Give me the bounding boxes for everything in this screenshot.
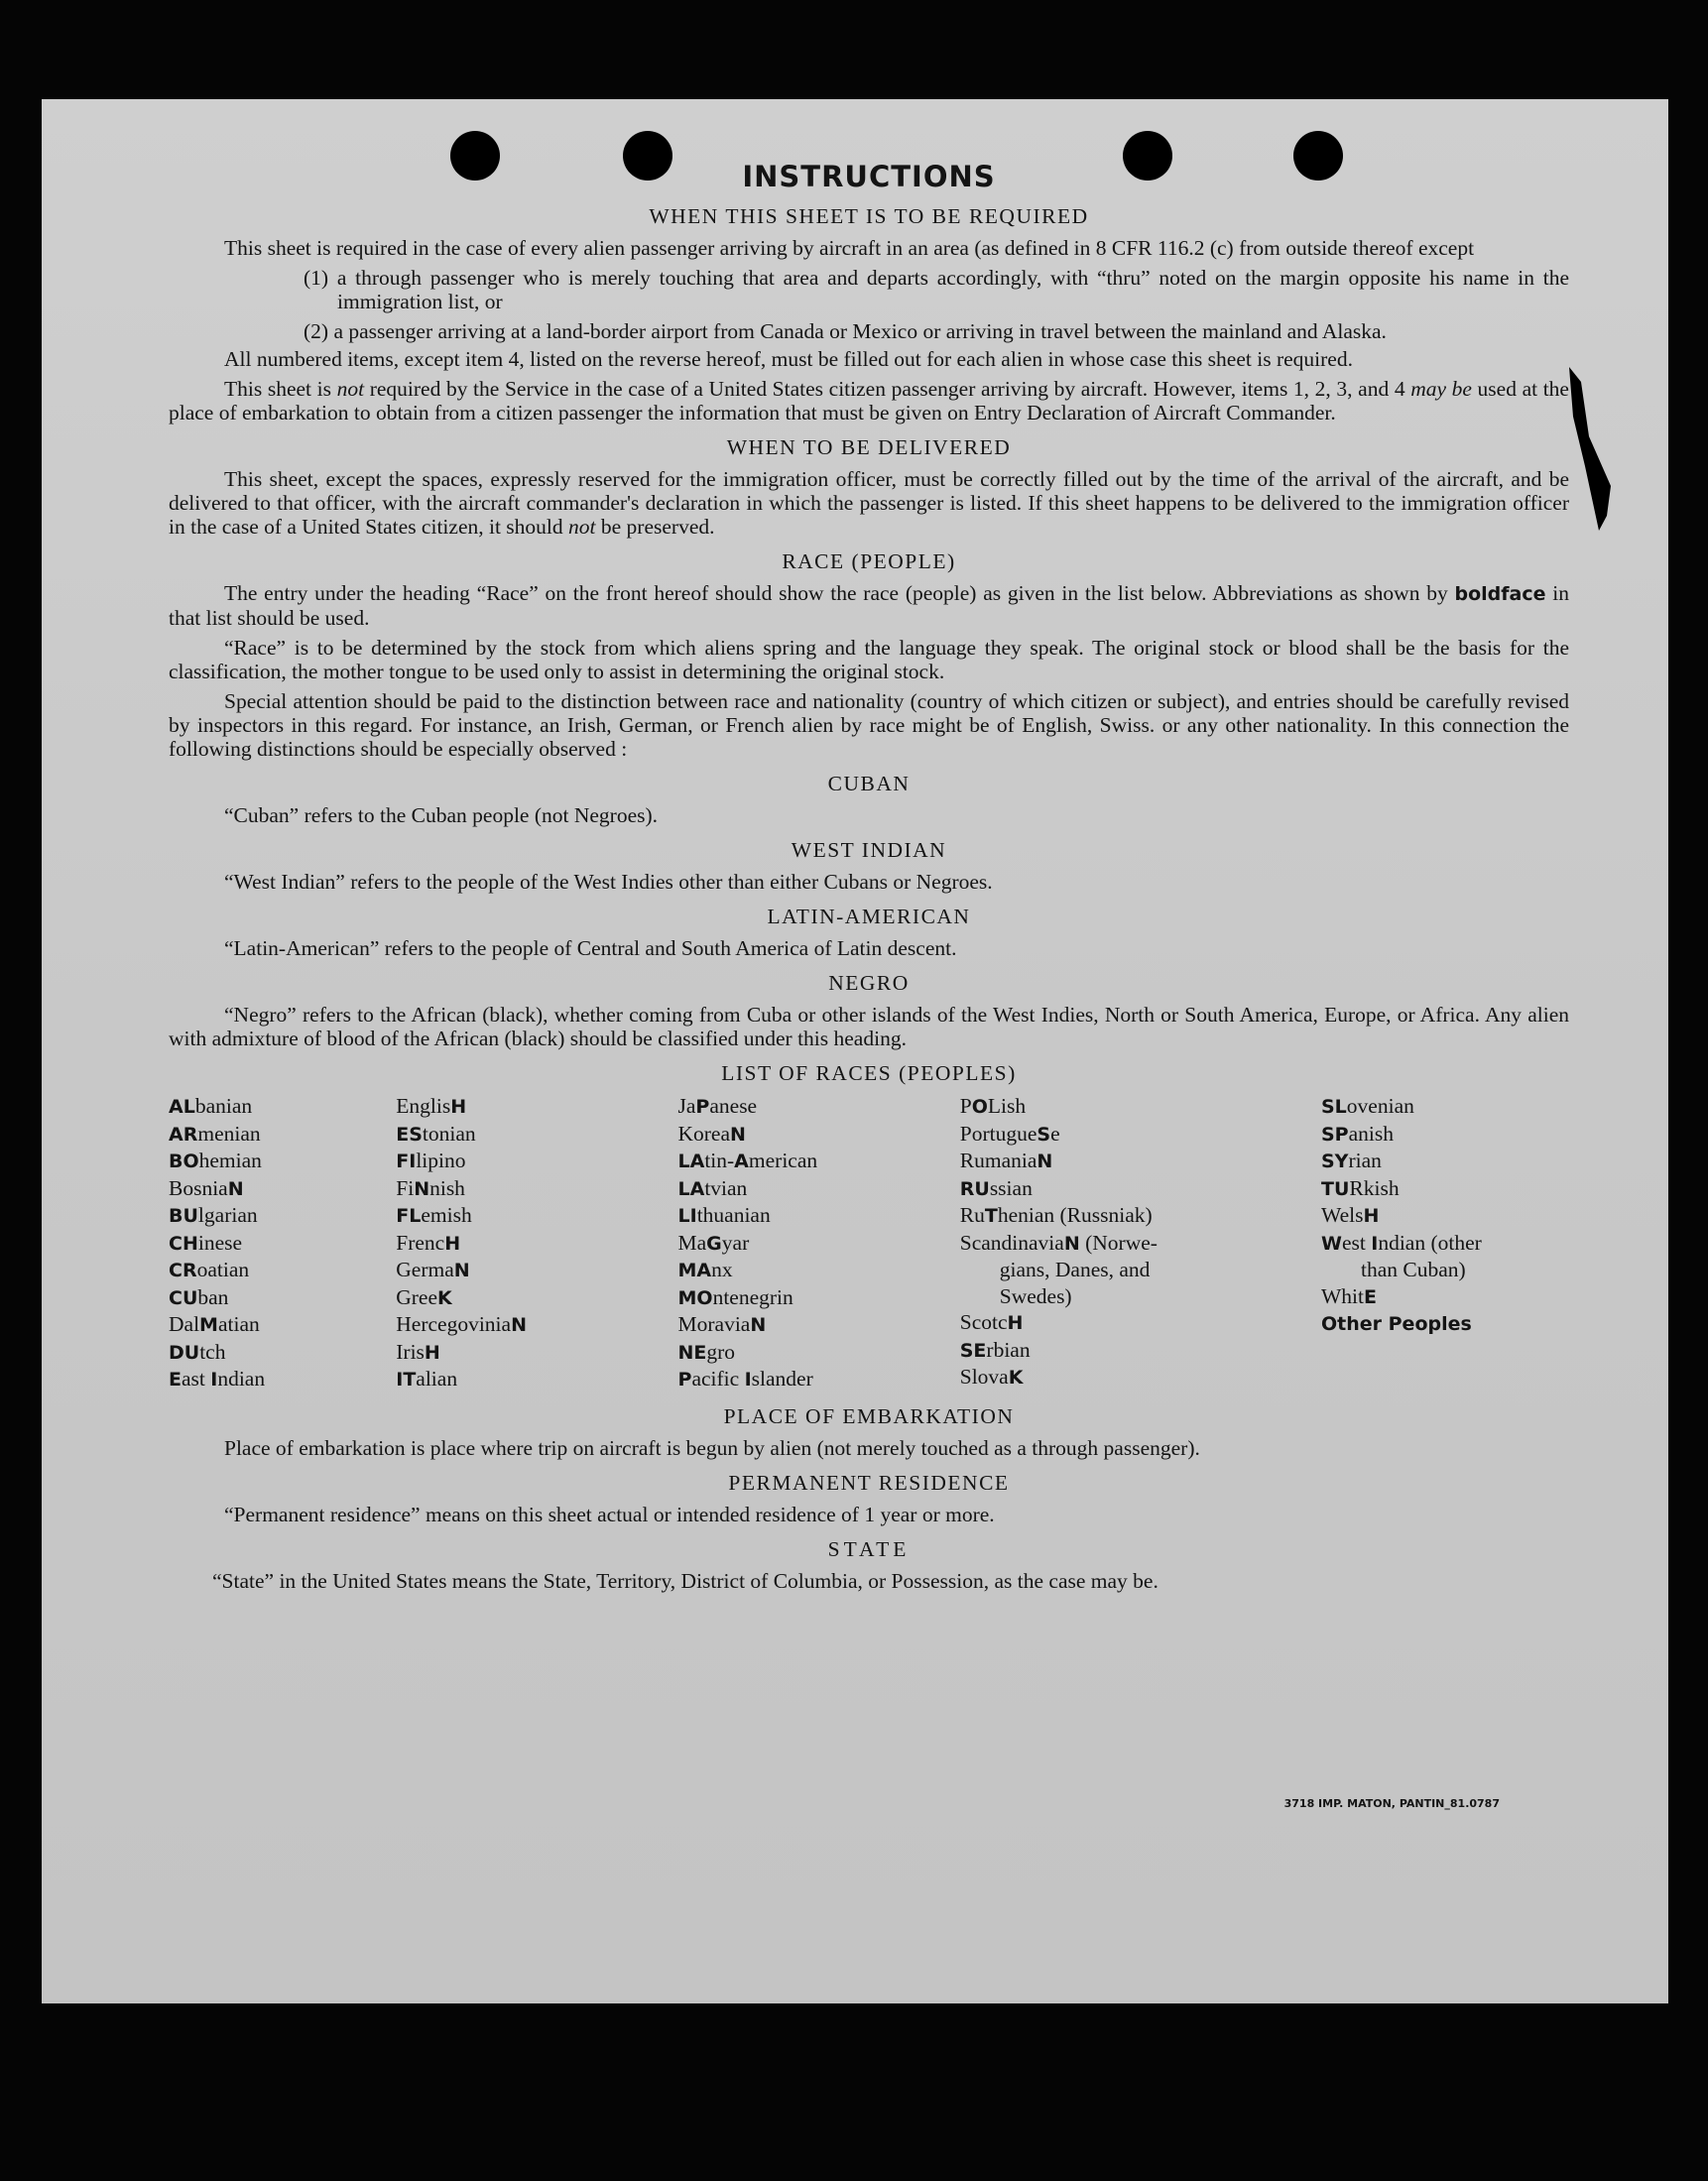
race-entry: [1321, 1121, 1569, 1149]
race-abbreviation: SP: [1321, 1123, 1349, 1146]
race-text: Germa: [396, 1258, 454, 1281]
race-entry: [396, 1230, 669, 1258]
race-abbreviation: I: [744, 1369, 752, 1391]
race-abbreviation: E: [1364, 1285, 1377, 1308]
race-entry: [678, 1121, 951, 1149]
definition: “State” in the United States means the State, Territory, District of Columbia, or Possession, as the case may be.: [212, 1568, 1159, 1593]
race-text: nish: [429, 1175, 465, 1200]
race-abbreviation: N: [730, 1123, 746, 1146]
race-text: rian: [1348, 1149, 1382, 1172]
race-entry: [678, 1311, 951, 1339]
race-entry: [678, 1175, 951, 1203]
race-entry: [396, 1366, 669, 1393]
race-text: P: [959, 1094, 972, 1118]
race-text: lgarian: [197, 1203, 258, 1227]
race-text: Hercegovinia: [396, 1312, 512, 1336]
race-text: Ja: [677, 1094, 696, 1118]
race-text: e: [1050, 1121, 1060, 1146]
race-entry: [169, 1230, 387, 1258]
race-text: gians, Danes, and: [999, 1258, 1151, 1281]
race-text: yar: [721, 1230, 750, 1255]
document-sheet: [42, 99, 1668, 2003]
race-abbreviation: SY: [1321, 1151, 1349, 1172]
race-entry: [396, 1284, 669, 1312]
race-abbreviation: TU: [1321, 1177, 1350, 1200]
race-abbreviation: N: [227, 1177, 244, 1200]
paragraph: All numbered items, except item 4, listed on the reverse hereof, must be filled out for each alien in whose case this sheet is required.: [224, 347, 1353, 371]
race-column: [169, 1093, 387, 1393]
section-heading: PERMANENT RESIDENCE: [728, 1470, 1010, 1495]
race-text: rbian: [986, 1337, 1031, 1362]
race-entry: [1321, 1257, 1569, 1283]
race-entry: [678, 1284, 951, 1312]
race-entry: [960, 1337, 1312, 1365]
race-abbreviation: N: [750, 1314, 767, 1336]
race-abbreviation: H: [424, 1341, 440, 1364]
race-text: Rumania: [959, 1149, 1037, 1172]
race-text: Frenc: [396, 1230, 445, 1255]
section-heading: LIST OF RACES (PEOPLES): [721, 1061, 1017, 1085]
race-entry: [169, 1311, 387, 1339]
race-entry: [960, 1283, 1312, 1310]
race-text: gro: [706, 1339, 736, 1364]
race-abbreviation: A: [734, 1151, 749, 1172]
race-text: hemian: [198, 1149, 262, 1172]
race-entry: [396, 1175, 669, 1203]
race-entry: [960, 1175, 1312, 1203]
section-heading: STATE: [827, 1536, 911, 1561]
race-abbreviation: K: [1008, 1367, 1024, 1389]
race-text: than Cuban): [1361, 1258, 1466, 1281]
section-heading: WHEN TO BE DELIVERED: [726, 435, 1012, 459]
race-abbreviation: MA: [677, 1260, 712, 1281]
race-entry: [678, 1366, 951, 1393]
race-abbreviation: I: [210, 1369, 218, 1391]
race-abbreviation: P: [677, 1369, 692, 1391]
race-column: [960, 1093, 1312, 1393]
race-entry: [960, 1121, 1312, 1149]
race-abbreviation: MO: [677, 1286, 713, 1309]
race-entry: [169, 1339, 387, 1367]
race-entry: [396, 1311, 669, 1339]
definition: “West Indian” refers to the people of the West Indies other than either Cubans or Negroes.: [224, 870, 993, 894]
paragraph: The entry under the heading “Race” on the front hereof should show the race (people) as given in the list below. Abbreviations as shown by boldface in that list should be used.: [169, 581, 1569, 630]
race-abbreviation: CU: [169, 1286, 198, 1309]
race-text: Wels: [1321, 1203, 1364, 1227]
race-entry: [1321, 1093, 1569, 1121]
race-entry: [678, 1339, 951, 1367]
race-abbreviation: O: [971, 1096, 988, 1118]
race-entry: [169, 1093, 387, 1121]
race-entry: [678, 1257, 951, 1284]
race-text: oatian: [196, 1258, 250, 1281]
race-text: atian: [217, 1312, 260, 1336]
race-entry: [169, 1175, 387, 1203]
definition: Place of embarkation is place where trip on aircraft is begun by alien (not merely touched as a through passenger).: [224, 1435, 1200, 1460]
definition: “Permanent residence” means on this sheet actual or intended residence of 1 year or more.: [224, 1502, 995, 1526]
race-entry: [960, 1257, 1312, 1283]
section-heading: LATIN-AMERICAN: [767, 905, 971, 928]
race-abbreviation: H: [450, 1096, 467, 1118]
race-text: lipino: [416, 1149, 466, 1172]
race-abbreviation: Other Peoples: [1321, 1313, 1472, 1335]
race-abbreviation: BU: [169, 1205, 198, 1227]
race-text: ndian: [217, 1367, 266, 1391]
race-entry: [960, 1230, 1312, 1258]
race-text: Whit: [1321, 1283, 1364, 1308]
race-text: Ru: [959, 1203, 985, 1227]
race-abbreviation: FI: [396, 1151, 417, 1172]
race-text: Korea: [677, 1121, 731, 1146]
race-entry: [169, 1148, 387, 1175]
paragraph: This sheet, except the spaces, expressly reserved for the immigration officer, must be correctly filled out by the time of the arrival of the aircraft, and be delivered to that officer, with the aircraft commander's declaration in which the passenger is listed. If this sheet happens to be delivered to the immigration officer in the case of a United States citizen, it should not be preserved.: [169, 467, 1569, 539]
race-text: acific: [691, 1367, 745, 1391]
race-abbreviation: S: [1037, 1123, 1051, 1146]
race-text: emish: [421, 1203, 472, 1227]
section-heading: PLACE OF EMBARKATION: [723, 1403, 1015, 1428]
race-text: anish: [1348, 1121, 1394, 1146]
race-text: slander: [751, 1367, 813, 1391]
paragraph: This sheet is not required by the Service in the case of a United States citizen passenger arriving by aircraft. However, items 1, 2, 3, and 4 may be used at the place of embarkation to obtain from a citizen passenger the information that must be given on Entry Declaration of Aircraft Commander.: [169, 377, 1569, 424]
race-abbreviation: G: [706, 1232, 722, 1255]
race-abbreviation: AR: [169, 1123, 198, 1146]
race-text: est: [1341, 1230, 1372, 1255]
race-abbreviation: DU: [169, 1341, 200, 1364]
race-text: inese: [197, 1230, 243, 1255]
race-list: [169, 1093, 1569, 1393]
race-entry: [960, 1309, 1312, 1337]
race-text: Fi: [396, 1175, 415, 1200]
race-column: [678, 1093, 951, 1393]
race-entry: [960, 1148, 1312, 1175]
race-abbreviation: CR: [169, 1260, 197, 1281]
race-entry: [678, 1093, 951, 1121]
race-text: tch: [199, 1339, 226, 1364]
race-text: ndian (other: [1378, 1230, 1482, 1255]
race-abbreviation: NE: [677, 1341, 707, 1364]
race-text: thuanian: [696, 1203, 771, 1227]
race-text: (Norwe-: [1079, 1230, 1158, 1255]
race-text: banian: [194, 1094, 253, 1118]
race-text: Gree: [396, 1284, 438, 1309]
race-entry: [678, 1148, 951, 1175]
race-entry: [396, 1148, 669, 1175]
race-text: Lish: [987, 1094, 1027, 1118]
printer-imprint: 3718 IMP. MATON, PANTIN_81.0787: [1283, 1797, 1500, 1810]
section-heading: NEGRO: [828, 971, 910, 995]
race-abbreviation: FL: [396, 1205, 422, 1227]
race-text: Dal: [169, 1312, 200, 1336]
race-column: [396, 1093, 669, 1393]
race-text: Englis: [396, 1094, 451, 1118]
race-text: merican: [748, 1149, 818, 1172]
race-entry: [1321, 1202, 1569, 1230]
race-abbreviation: H: [1363, 1205, 1380, 1227]
race-text: tin-: [704, 1149, 735, 1172]
race-text: Moravia: [677, 1312, 751, 1336]
race-entry: [169, 1366, 387, 1393]
race-abbreviation: N: [511, 1314, 527, 1336]
race-entry: [1321, 1310, 1569, 1338]
race-abbreviation: I: [1371, 1232, 1379, 1255]
race-entry: [1321, 1230, 1569, 1258]
race-text: menian: [197, 1121, 261, 1146]
race-abbreviation: SL: [1321, 1096, 1347, 1118]
race-abbreviation: K: [437, 1286, 452, 1309]
instructions-content: [169, 159, 1569, 1593]
race-column: [1321, 1093, 1569, 1393]
race-text: ban: [197, 1284, 229, 1309]
race-abbreviation: N: [414, 1177, 430, 1200]
race-abbreviation: E: [169, 1369, 182, 1391]
race-entry: [396, 1202, 669, 1230]
race-abbreviation: H: [444, 1232, 461, 1255]
race-text: ntenegrin: [712, 1284, 793, 1309]
race-text: alian: [416, 1367, 458, 1391]
race-text: Swedes): [999, 1283, 1072, 1308]
list-item: (1) a through passenger who is merely touching that area and departs accordingly, with “thru” noted on the margin opposite his name in the immigration list, or: [304, 266, 1569, 313]
race-abbreviation: T: [984, 1205, 998, 1227]
section-heading: WHEN THIS SHEET IS TO BE REQUIRED: [649, 204, 1089, 228]
race-entry: [169, 1257, 387, 1284]
race-text: ssian: [989, 1175, 1033, 1200]
race-abbreviation: ES: [396, 1123, 423, 1146]
race-text: tonian: [422, 1121, 476, 1146]
race-text: Rkish: [1349, 1175, 1400, 1200]
race-entry: [396, 1257, 669, 1284]
race-entry: [960, 1364, 1312, 1392]
race-text: nx: [711, 1258, 733, 1281]
race-abbreviation: LA: [677, 1151, 705, 1172]
page-title: INSTRUCTIONS: [742, 160, 996, 193]
race-abbreviation: AL: [169, 1096, 195, 1118]
race-entry: [1321, 1175, 1569, 1203]
section-heading: CUBAN: [827, 772, 911, 795]
race-abbreviation: P: [695, 1096, 710, 1118]
race-abbreviation: N: [453, 1260, 470, 1281]
race-entry: [169, 1121, 387, 1149]
race-text: Scotc: [959, 1310, 1008, 1334]
race-text: anese: [709, 1094, 758, 1118]
race-entry: [396, 1121, 669, 1149]
definition: “Latin-American” refers to the people of Central and South America of Latin descent.: [224, 936, 957, 960]
race-text: ast: [181, 1367, 211, 1391]
race-text: Slova: [959, 1365, 1009, 1389]
race-entry: [678, 1230, 951, 1258]
race-abbreviation: H: [1007, 1312, 1024, 1334]
race-entry: [396, 1093, 669, 1121]
race-entry: [1321, 1148, 1569, 1175]
race-abbreviation: LI: [677, 1205, 697, 1227]
definition: “Negro” refers to the African (black), whether coming from Cuba or other islands of the West Indies, North or South America, Europe, or Africa. Any alien with admixture of blood of the African (black) should be classified under this heading.: [169, 1003, 1569, 1050]
paragraph: This sheet is required in the case of every alien passenger arriving by aircraft in an area (as defined in 8 CFR 116.2 (c) from outside thereof except: [224, 236, 1475, 260]
race-abbreviation: N: [1037, 1151, 1053, 1172]
race-abbreviation: SE: [959, 1339, 987, 1362]
race-abbreviation: BO: [169, 1151, 199, 1172]
race-entry: [960, 1202, 1312, 1230]
race-abbreviation: CH: [169, 1232, 198, 1255]
section-heading: RACE (PEOPLE): [782, 549, 956, 573]
section-heading: WEST INDIAN: [791, 838, 947, 862]
race-text: Portugue: [959, 1121, 1037, 1146]
paragraph: Special attention should be paid to the distinction between race and nationality (country of which citizen or subject), and entries should be carefully revised by inspectors in this regard. For instance, an Irish, German, or French alien by race might be of English, Swiss. or any other nationality. In this connection the following distinctions should be especially observed :: [169, 689, 1569, 761]
race-text: Scandinavia: [959, 1230, 1064, 1255]
race-abbreviation: M: [199, 1314, 218, 1336]
list-item: (2) a passenger arriving at a land-border airport from Canada or Mexico or arriving in travel between the mainland and Alaska.: [304, 319, 1387, 343]
paragraph: “Race” is to be determined by the stock from which aliens spring and the language they speak. The original stock or blood shall be the basis for the classification, the mother tongue to be used only to assist in determining the original stock.: [169, 636, 1569, 683]
race-entry: [169, 1284, 387, 1312]
race-abbreviation: RU: [959, 1177, 990, 1200]
race-entry: [1321, 1283, 1569, 1311]
race-text: Ma: [677, 1230, 707, 1255]
race-entry: [396, 1339, 669, 1367]
race-text: Bosnia: [169, 1175, 228, 1200]
race-abbreviation: N: [1063, 1232, 1080, 1255]
race-text: ovenian: [1346, 1094, 1414, 1118]
race-abbreviation: IT: [396, 1369, 417, 1391]
race-entry: [169, 1202, 387, 1230]
definition: “Cuban” refers to the Cuban people (not Negroes).: [224, 803, 659, 827]
race-text: Iris: [396, 1339, 425, 1364]
race-abbreviation: W: [1321, 1232, 1342, 1255]
race-entry: [960, 1093, 1312, 1121]
race-entry: [678, 1202, 951, 1230]
race-text: henian (Russniak): [997, 1203, 1153, 1227]
race-abbreviation: LA: [677, 1177, 705, 1200]
race-text: tvian: [704, 1175, 748, 1200]
